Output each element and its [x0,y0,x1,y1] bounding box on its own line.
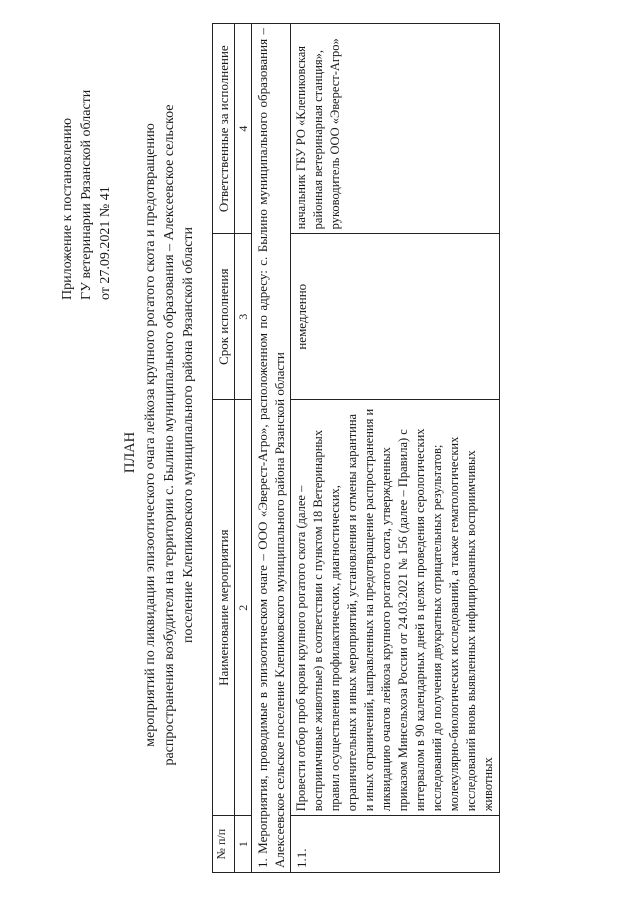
appendix-header [58,40,115,300]
section-heading: 1. Мероприятия, проводимые в эпизоотическом очаге – ООО «Эверест-Агро», расположенном по адресу: с. Былино муниципального образования – Алексеевское сельское поселение Клепиковского муниципального района Рязанской области [252,24,291,873]
header-responsible: Ответственные за исполнение [213,24,235,234]
document-title: ПЛАН [122,431,138,474]
header-deadline: Срок исполнения [213,234,235,400]
appendix-line-2: ГУ ветеринарии Рязанской области [79,89,94,300]
appendix-line-1: Приложение к постановлению [60,117,75,300]
plan-table [212,23,500,873]
row-responsible: начальник ГБУ РО «Клепиковская районная ветеринарная станция», руководитель ООО «Эверест-Агро» [291,24,500,234]
document-subtitle [141,55,198,815]
table-row [291,24,500,873]
column-number: 4 [235,24,252,234]
row-number: 1.1. [291,816,500,873]
row-measure: Провести отбор проб крови крупного рогатого скота (далее – восприимчивые животные) в соответствии с пунктом 18 Ветеринарных правил осуществления профилактических, диагностических, ограничительных и иных мероприятий, установления и отмены карантина и иных ограничений, направленных на предотвращение распространения и ликвидацию очагов лейкоза крупного рогатого скота, утвержденных приказом Минсельхоза России от 24.03.2021 № 156 (далее – Правила) с интервалом в 90 календарных дней в целях проведения серологических исследований до получения двукратных отрицательных результатов; молекулярно-биологических исследований, а также гематологических исследований вновь выявленных инфицированных восприимчивых животных [291,400,500,816]
subtitle-line-1: мероприятий по ликвидации эпизоотического очага лейкоза крупного рогатого скота и предотвращению [143,123,158,747]
table-header-row [213,24,235,873]
column-number: 3 [235,234,252,400]
column-number: 1 [235,816,252,873]
appendix-line-3: от 27.09.2021 № 41 [98,186,113,300]
column-number: 2 [235,400,252,816]
subtitle-line-2: распространения возбудителя на территории с. Былино муниципального образования – Алексеевское сельское [162,104,177,766]
subtitle-line-3: поселение Клепиковского муниципального района Рязанской области [181,226,196,644]
section-row [252,24,291,873]
header-number: № п/п [213,816,235,873]
header-measure: Наименование мероприятия [213,400,235,816]
column-number-row [235,24,252,873]
row-deadline: немедленно [291,234,500,400]
